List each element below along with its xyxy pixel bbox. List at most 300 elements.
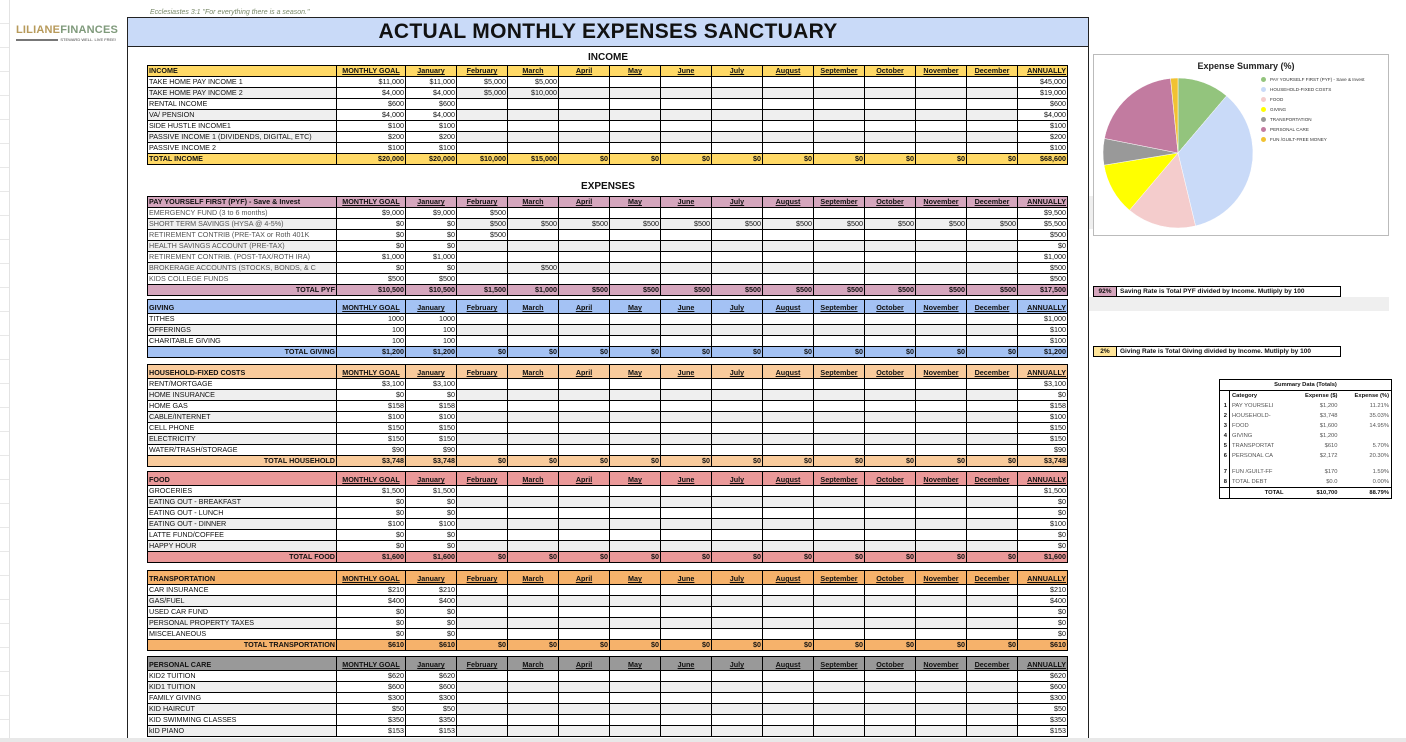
month-cell[interactable]: $500 <box>661 219 712 230</box>
month-cell[interactable] <box>559 208 610 219</box>
month-cell[interactable] <box>610 88 661 99</box>
month-cell[interactable] <box>916 88 967 99</box>
month-cell[interactable] <box>967 263 1018 274</box>
title-bar[interactable] <box>127 17 1089 47</box>
month-cell[interactable] <box>967 99 1018 110</box>
month-cell[interactable]: $1,000 <box>406 252 457 263</box>
expense-summary-chart[interactable] <box>1093 54 1389 236</box>
month-cell[interactable] <box>610 379 661 390</box>
month-cell[interactable]: $50 <box>406 704 457 715</box>
month-cell[interactable] <box>916 143 967 154</box>
month-cell[interactable] <box>508 401 559 412</box>
month-cell[interactable]: $100 <box>406 519 457 530</box>
month-cell[interactable] <box>508 541 559 552</box>
month-cell[interactable] <box>661 274 712 285</box>
month-cell[interactable] <box>559 508 610 519</box>
month-cell[interactable] <box>610 252 661 263</box>
month-cell[interactable]: $500 <box>610 219 661 230</box>
month-cell[interactable] <box>661 230 712 241</box>
month-cell[interactable] <box>457 671 508 682</box>
month-cell[interactable] <box>559 693 610 704</box>
goal-cell[interactable]: 100 <box>337 325 406 336</box>
month-cell[interactable] <box>559 121 610 132</box>
month-cell[interactable] <box>865 241 916 252</box>
month-cell[interactable]: $10,000 <box>508 88 559 99</box>
month-cell[interactable] <box>610 132 661 143</box>
month-cell[interactable] <box>712 314 763 325</box>
month-cell[interactable] <box>916 726 967 737</box>
month-cell[interactable] <box>865 693 916 704</box>
month-cell[interactable]: $0 <box>406 607 457 618</box>
month-cell[interactable] <box>712 497 763 508</box>
month-cell[interactable] <box>763 121 814 132</box>
month-cell[interactable] <box>661 325 712 336</box>
month-cell[interactable]: 100 <box>406 336 457 347</box>
month-cell[interactable]: $500 <box>712 219 763 230</box>
month-cell[interactable] <box>610 208 661 219</box>
month-cell[interactable] <box>712 241 763 252</box>
month-cell[interactable] <box>763 88 814 99</box>
month-cell[interactable] <box>865 132 916 143</box>
month-cell[interactable] <box>559 314 610 325</box>
month-cell[interactable] <box>763 99 814 110</box>
month-cell[interactable] <box>559 325 610 336</box>
month-cell[interactable]: $150 <box>406 423 457 434</box>
month-cell[interactable] <box>457 390 508 401</box>
month-cell[interactable] <box>967 274 1018 285</box>
month-cell[interactable] <box>610 314 661 325</box>
month-cell[interactable] <box>916 132 967 143</box>
month-cell[interactable] <box>508 208 559 219</box>
month-cell[interactable] <box>967 704 1018 715</box>
month-cell[interactable] <box>457 486 508 497</box>
month-cell[interactable] <box>967 412 1018 423</box>
month-cell[interactable] <box>814 508 865 519</box>
month-cell[interactable] <box>865 412 916 423</box>
month-cell[interactable] <box>865 596 916 607</box>
month-cell[interactable] <box>610 508 661 519</box>
goal-cell[interactable]: $0 <box>337 618 406 629</box>
month-cell[interactable] <box>916 252 967 263</box>
pie-chart[interactable] <box>1102 77 1254 229</box>
month-cell[interactable] <box>661 88 712 99</box>
month-cell[interactable] <box>457 132 508 143</box>
month-cell[interactable] <box>559 445 610 456</box>
month-cell[interactable] <box>712 715 763 726</box>
goal-cell[interactable]: $50 <box>337 704 406 715</box>
month-cell[interactable] <box>559 252 610 263</box>
month-cell[interactable] <box>763 519 814 530</box>
month-cell[interactable]: $9,000 <box>406 208 457 219</box>
month-cell[interactable]: 100 <box>406 325 457 336</box>
month-cell[interactable] <box>508 241 559 252</box>
month-cell[interactable]: $5,000 <box>457 77 508 88</box>
month-cell[interactable] <box>712 230 763 241</box>
month-cell[interactable] <box>865 401 916 412</box>
month-cell[interactable]: $5,000 <box>457 88 508 99</box>
month-cell[interactable] <box>661 241 712 252</box>
month-cell[interactable] <box>508 325 559 336</box>
month-cell[interactable] <box>661 486 712 497</box>
month-cell[interactable] <box>508 412 559 423</box>
month-cell[interactable] <box>559 336 610 347</box>
month-cell[interactable] <box>967 726 1018 737</box>
goal-cell[interactable]: $620 <box>337 671 406 682</box>
month-cell[interactable] <box>559 379 610 390</box>
month-cell[interactable] <box>916 508 967 519</box>
goal-cell[interactable]: $600 <box>337 682 406 693</box>
goal-cell[interactable]: $9,000 <box>337 208 406 219</box>
month-cell[interactable] <box>814 99 865 110</box>
month-cell[interactable] <box>661 110 712 121</box>
month-cell[interactable] <box>916 77 967 88</box>
month-cell[interactable] <box>661 704 712 715</box>
month-cell[interactable] <box>865 726 916 737</box>
month-cell[interactable] <box>661 682 712 693</box>
month-cell[interactable] <box>457 445 508 456</box>
month-cell[interactable] <box>967 519 1018 530</box>
month-cell[interactable] <box>814 77 865 88</box>
month-cell[interactable] <box>763 325 814 336</box>
month-cell[interactable] <box>712 390 763 401</box>
month-cell[interactable] <box>865 423 916 434</box>
month-cell[interactable] <box>661 596 712 607</box>
month-cell[interactable] <box>661 263 712 274</box>
month-cell[interactable] <box>916 596 967 607</box>
goal-cell[interactable]: $3,100 <box>337 379 406 390</box>
month-cell[interactable] <box>712 263 763 274</box>
goal-cell[interactable]: $0 <box>337 497 406 508</box>
month-cell[interactable] <box>763 412 814 423</box>
month-cell[interactable] <box>661 99 712 110</box>
month-cell[interactable] <box>610 325 661 336</box>
goal-cell[interactable]: $1,500 <box>337 486 406 497</box>
month-cell[interactable] <box>763 274 814 285</box>
month-cell[interactable]: $500 <box>865 219 916 230</box>
goal-cell[interactable]: $150 <box>337 434 406 445</box>
month-cell[interactable] <box>916 629 967 640</box>
month-cell[interactable] <box>763 143 814 154</box>
month-cell[interactable] <box>814 596 865 607</box>
month-cell[interactable] <box>865 252 916 263</box>
month-cell[interactable] <box>814 682 865 693</box>
month-cell[interactable] <box>457 241 508 252</box>
month-cell[interactable]: $600 <box>406 99 457 110</box>
month-cell[interactable] <box>967 715 1018 726</box>
month-cell[interactable] <box>661 314 712 325</box>
month-cell[interactable] <box>916 541 967 552</box>
month-cell[interactable] <box>712 88 763 99</box>
month-cell[interactable] <box>712 423 763 434</box>
month-cell[interactable] <box>508 726 559 737</box>
month-cell[interactable] <box>661 434 712 445</box>
month-cell[interactable] <box>661 497 712 508</box>
month-cell[interactable] <box>508 445 559 456</box>
month-cell[interactable] <box>508 486 559 497</box>
month-cell[interactable] <box>865 77 916 88</box>
month-cell[interactable] <box>763 445 814 456</box>
month-cell[interactable] <box>712 274 763 285</box>
month-cell[interactable]: 1000 <box>406 314 457 325</box>
month-cell[interactable] <box>763 585 814 596</box>
month-cell[interactable] <box>814 486 865 497</box>
month-cell[interactable] <box>610 241 661 252</box>
month-cell[interactable] <box>916 607 967 618</box>
month-cell[interactable] <box>661 121 712 132</box>
month-cell[interactable] <box>457 143 508 154</box>
month-cell[interactable] <box>610 671 661 682</box>
goal-cell[interactable]: 100 <box>337 336 406 347</box>
month-cell[interactable] <box>457 682 508 693</box>
month-cell[interactable] <box>712 519 763 530</box>
month-cell[interactable] <box>661 390 712 401</box>
month-cell[interactable] <box>814 497 865 508</box>
month-cell[interactable] <box>610 682 661 693</box>
month-cell[interactable] <box>967 252 1018 263</box>
month-cell[interactable] <box>559 77 610 88</box>
month-cell[interactable] <box>814 715 865 726</box>
month-cell[interactable] <box>967 629 1018 640</box>
month-cell[interactable] <box>763 423 814 434</box>
month-cell[interactable] <box>967 230 1018 241</box>
month-cell[interactable]: $400 <box>406 596 457 607</box>
month-cell[interactable] <box>457 519 508 530</box>
goal-cell[interactable]: $158 <box>337 401 406 412</box>
month-cell[interactable] <box>457 530 508 541</box>
month-cell[interactable] <box>865 274 916 285</box>
goal-cell[interactable]: $4,000 <box>337 110 406 121</box>
month-cell[interactable] <box>610 121 661 132</box>
month-cell[interactable] <box>865 618 916 629</box>
month-cell[interactable] <box>661 693 712 704</box>
month-cell[interactable] <box>559 390 610 401</box>
month-cell[interactable] <box>610 726 661 737</box>
month-cell[interactable] <box>457 726 508 737</box>
month-cell[interactable] <box>508 423 559 434</box>
month-cell[interactable] <box>967 607 1018 618</box>
month-cell[interactable] <box>661 530 712 541</box>
month-cell[interactable] <box>712 379 763 390</box>
month-cell[interactable] <box>559 110 610 121</box>
month-cell[interactable] <box>712 607 763 618</box>
month-cell[interactable]: $500 <box>508 263 559 274</box>
month-cell[interactable] <box>508 379 559 390</box>
month-cell[interactable]: $3,100 <box>406 379 457 390</box>
month-cell[interactable] <box>967 88 1018 99</box>
month-cell[interactable]: $620 <box>406 671 457 682</box>
month-cell[interactable] <box>457 508 508 519</box>
month-cell[interactable] <box>559 618 610 629</box>
month-cell[interactable] <box>763 208 814 219</box>
month-cell[interactable]: $11,000 <box>406 77 457 88</box>
goal-cell[interactable]: $0 <box>337 508 406 519</box>
month-cell[interactable] <box>967 401 1018 412</box>
month-cell[interactable] <box>865 607 916 618</box>
month-cell[interactable]: $153 <box>406 726 457 737</box>
month-cell[interactable] <box>712 325 763 336</box>
month-cell[interactable] <box>559 230 610 241</box>
month-cell[interactable] <box>916 519 967 530</box>
month-cell[interactable] <box>712 99 763 110</box>
month-cell[interactable] <box>457 99 508 110</box>
month-cell[interactable] <box>814 693 865 704</box>
month-cell[interactable] <box>814 208 865 219</box>
month-cell[interactable] <box>559 241 610 252</box>
month-cell[interactable] <box>712 252 763 263</box>
month-cell[interactable]: $100 <box>406 412 457 423</box>
goal-cell[interactable]: $300 <box>337 693 406 704</box>
month-cell[interactable] <box>865 519 916 530</box>
month-cell[interactable] <box>508 434 559 445</box>
month-cell[interactable] <box>457 336 508 347</box>
goal-cell[interactable]: $90 <box>337 445 406 456</box>
month-cell[interactable] <box>916 390 967 401</box>
month-cell[interactable] <box>610 110 661 121</box>
month-cell[interactable] <box>508 508 559 519</box>
month-cell[interactable]: $300 <box>406 693 457 704</box>
month-cell[interactable] <box>763 541 814 552</box>
month-cell[interactable]: $500 <box>763 219 814 230</box>
month-cell[interactable] <box>865 110 916 121</box>
month-cell[interactable] <box>814 336 865 347</box>
month-cell[interactable]: $0 <box>406 541 457 552</box>
month-cell[interactable]: $0 <box>406 618 457 629</box>
month-cell[interactable] <box>661 379 712 390</box>
month-cell[interactable] <box>967 423 1018 434</box>
month-cell[interactable] <box>763 530 814 541</box>
month-cell[interactable]: $500 <box>406 274 457 285</box>
month-cell[interactable] <box>559 412 610 423</box>
month-cell[interactable] <box>661 336 712 347</box>
month-cell[interactable] <box>814 412 865 423</box>
month-cell[interactable] <box>712 629 763 640</box>
month-cell[interactable] <box>814 618 865 629</box>
month-cell[interactable] <box>508 704 559 715</box>
month-cell[interactable] <box>916 486 967 497</box>
month-cell[interactable] <box>967 497 1018 508</box>
month-cell[interactable] <box>967 530 1018 541</box>
month-cell[interactable] <box>763 715 814 726</box>
month-cell[interactable] <box>661 519 712 530</box>
month-cell[interactable]: $0 <box>406 241 457 252</box>
month-cell[interactable] <box>814 541 865 552</box>
month-cell[interactable] <box>763 379 814 390</box>
goal-cell[interactable]: $0 <box>337 230 406 241</box>
month-cell[interactable]: $500 <box>814 219 865 230</box>
month-cell[interactable] <box>916 704 967 715</box>
month-cell[interactable] <box>610 629 661 640</box>
month-cell[interactable]: $1,500 <box>406 486 457 497</box>
month-cell[interactable] <box>865 143 916 154</box>
month-cell[interactable] <box>814 629 865 640</box>
month-cell[interactable] <box>559 497 610 508</box>
goal-cell[interactable]: $210 <box>337 585 406 596</box>
month-cell[interactable] <box>508 230 559 241</box>
month-cell[interactable] <box>916 671 967 682</box>
goal-cell[interactable]: $150 <box>337 423 406 434</box>
month-cell[interactable] <box>457 121 508 132</box>
month-cell[interactable] <box>457 252 508 263</box>
month-cell[interactable] <box>814 379 865 390</box>
month-cell[interactable] <box>559 143 610 154</box>
month-cell[interactable] <box>763 671 814 682</box>
month-cell[interactable] <box>457 715 508 726</box>
month-cell[interactable] <box>508 693 559 704</box>
month-cell[interactable] <box>814 110 865 121</box>
month-cell[interactable] <box>865 530 916 541</box>
month-cell[interactable] <box>457 110 508 121</box>
month-cell[interactable] <box>559 434 610 445</box>
month-cell[interactable] <box>712 208 763 219</box>
month-cell[interactable] <box>967 434 1018 445</box>
month-cell[interactable] <box>661 629 712 640</box>
month-cell[interactable] <box>763 230 814 241</box>
goal-cell[interactable]: $0 <box>337 263 406 274</box>
month-cell[interactable] <box>763 132 814 143</box>
month-cell[interactable] <box>916 585 967 596</box>
month-cell[interactable] <box>916 412 967 423</box>
month-cell[interactable] <box>814 445 865 456</box>
month-cell[interactable] <box>763 314 814 325</box>
month-cell[interactable] <box>457 379 508 390</box>
month-cell[interactable] <box>763 607 814 618</box>
month-cell[interactable] <box>865 208 916 219</box>
month-cell[interactable] <box>610 412 661 423</box>
month-cell[interactable] <box>916 434 967 445</box>
month-cell[interactable] <box>610 434 661 445</box>
month-cell[interactable] <box>508 618 559 629</box>
month-cell[interactable] <box>610 423 661 434</box>
month-cell[interactable]: $0 <box>406 629 457 640</box>
month-cell[interactable] <box>457 704 508 715</box>
month-cell[interactable] <box>508 715 559 726</box>
month-cell[interactable] <box>763 486 814 497</box>
goal-cell[interactable]: $100 <box>337 412 406 423</box>
month-cell[interactable] <box>916 530 967 541</box>
month-cell[interactable] <box>661 132 712 143</box>
month-cell[interactable] <box>967 132 1018 143</box>
month-cell[interactable] <box>508 110 559 121</box>
month-cell[interactable] <box>661 726 712 737</box>
goal-cell[interactable]: $4,000 <box>337 88 406 99</box>
month-cell[interactable] <box>916 682 967 693</box>
month-cell[interactable] <box>763 704 814 715</box>
month-cell[interactable] <box>610 530 661 541</box>
month-cell[interactable] <box>508 132 559 143</box>
month-cell[interactable] <box>559 585 610 596</box>
month-cell[interactable] <box>559 88 610 99</box>
month-cell[interactable] <box>916 379 967 390</box>
month-cell[interactable]: $500 <box>967 219 1018 230</box>
month-cell[interactable] <box>814 274 865 285</box>
month-cell[interactable]: $200 <box>406 132 457 143</box>
month-cell[interactable]: $4,000 <box>406 110 457 121</box>
month-cell[interactable] <box>559 726 610 737</box>
month-cell[interactable] <box>508 530 559 541</box>
month-cell[interactable] <box>610 693 661 704</box>
month-cell[interactable]: $600 <box>406 682 457 693</box>
month-cell[interactable] <box>508 99 559 110</box>
month-cell[interactable] <box>712 530 763 541</box>
month-cell[interactable] <box>865 486 916 497</box>
month-cell[interactable] <box>712 508 763 519</box>
month-cell[interactable] <box>814 530 865 541</box>
month-cell[interactable] <box>712 541 763 552</box>
month-cell[interactable] <box>661 541 712 552</box>
month-cell[interactable] <box>712 412 763 423</box>
month-cell[interactable] <box>763 241 814 252</box>
month-cell[interactable] <box>814 671 865 682</box>
